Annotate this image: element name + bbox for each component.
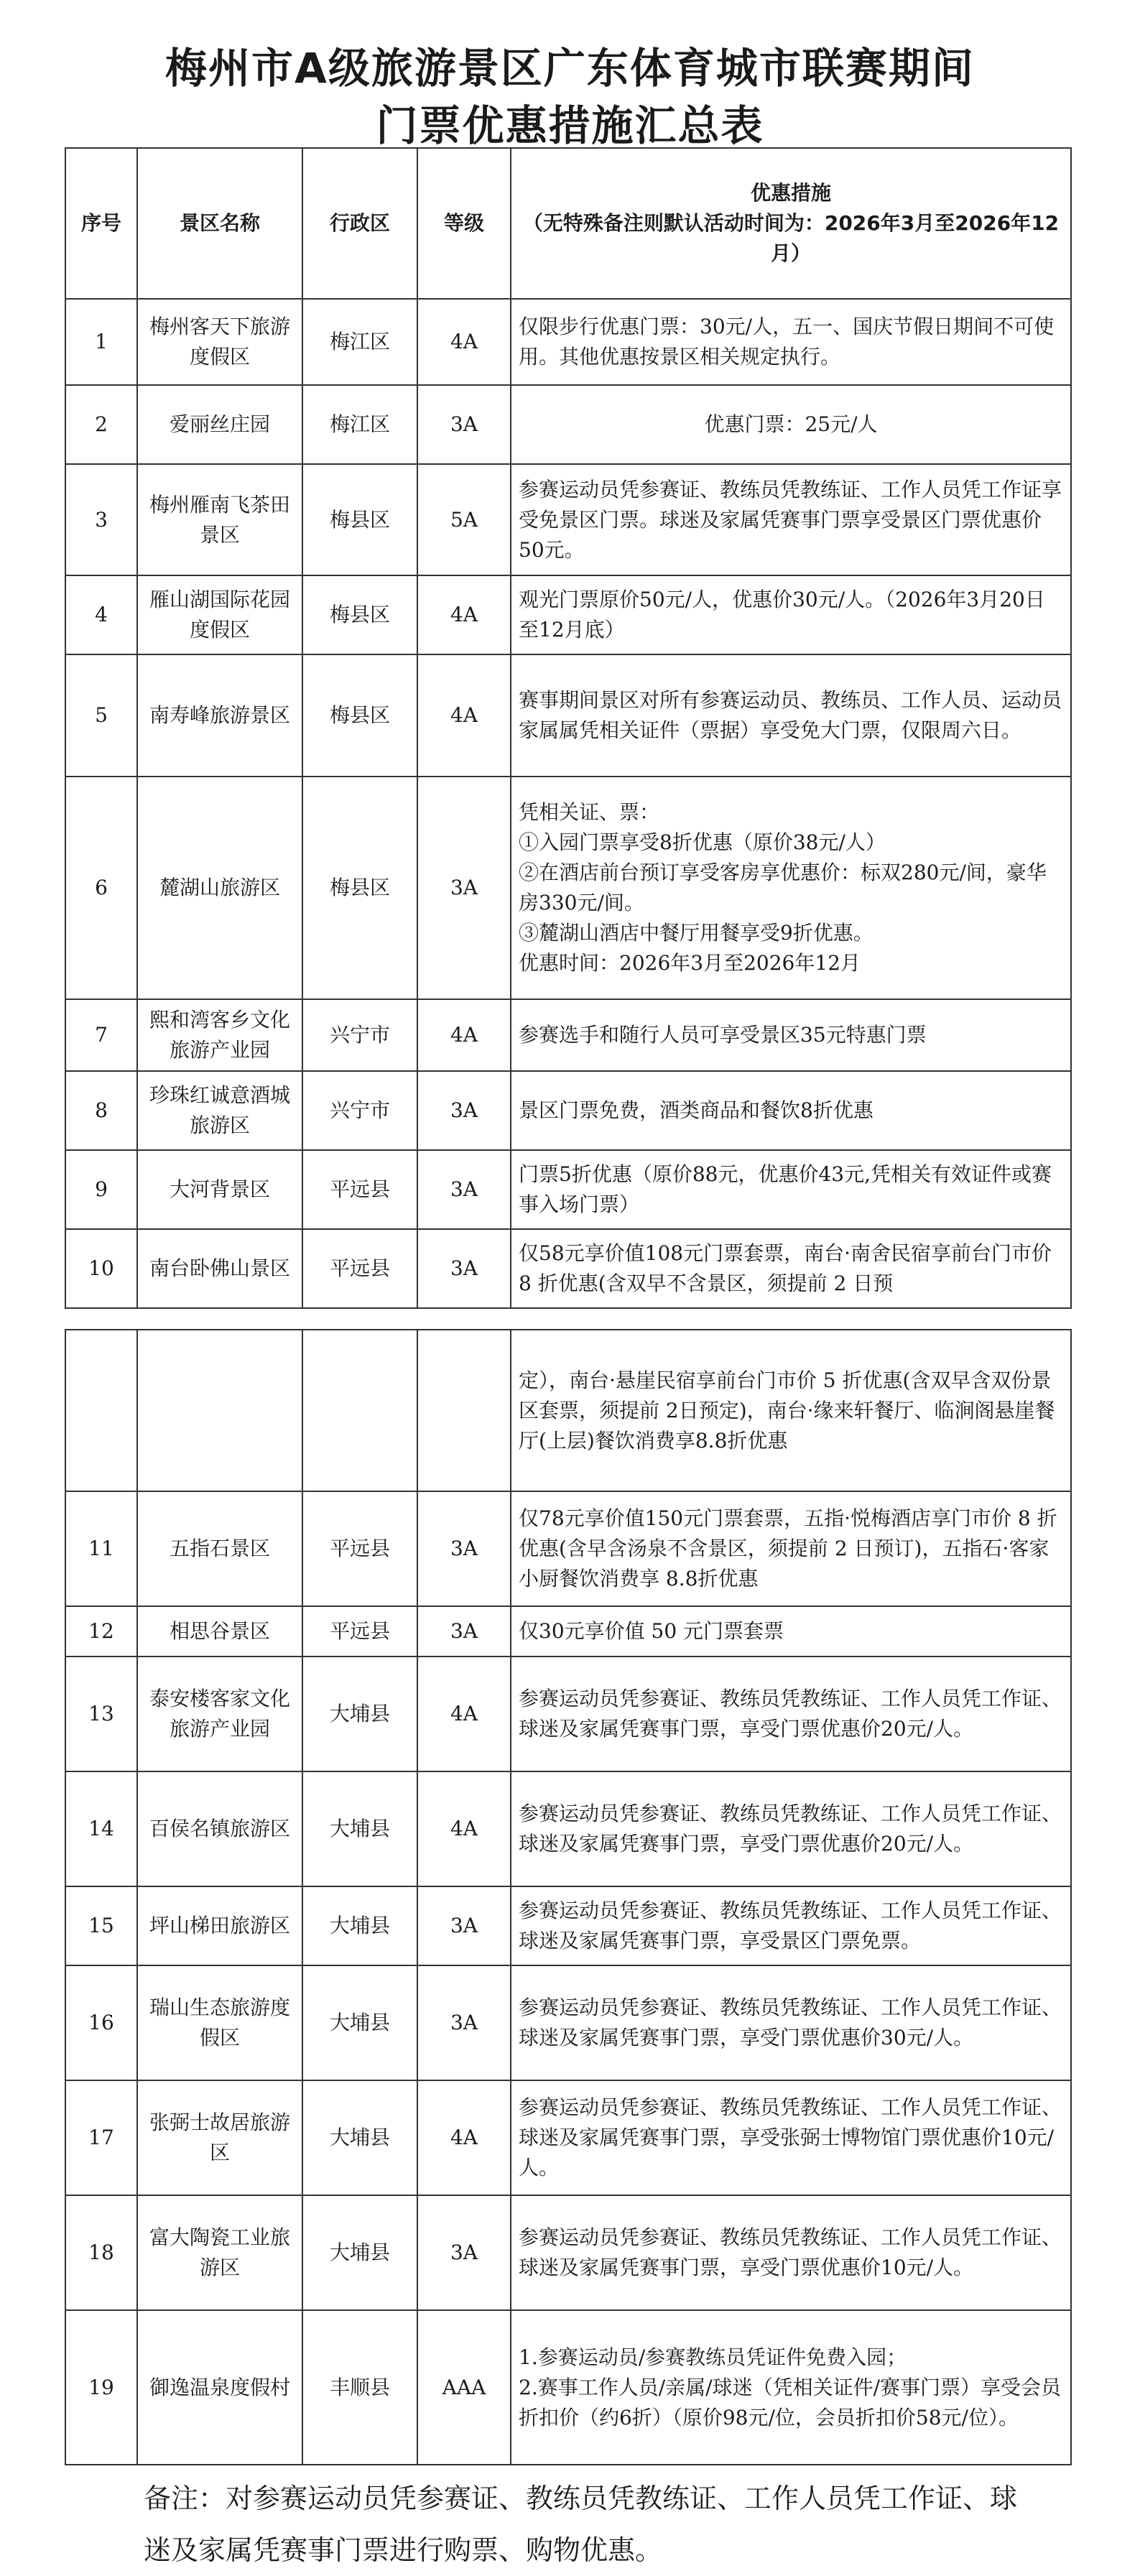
cell-measures: [511, 575, 1071, 654]
cell-no: 16: [65, 1965, 137, 2080]
cell-district: 大埔县: [302, 1886, 417, 1965]
cell-no: [65, 1330, 137, 1491]
table-row: [65, 1965, 1071, 2080]
cell-district: 大埔县: [302, 2080, 417, 2195]
cell-measures: [511, 777, 1071, 999]
cell-level: 3A: [417, 777, 511, 999]
cell-district: 平远县: [302, 1150, 417, 1229]
cell-level: 3A: [417, 1491, 511, 1606]
measure-line: 赛事期间景区对所有参赛运动员、教练员、工作人员、运动员家属属凭相关证件（票据）享受免大门票，仅限周六日。: [519, 688, 1062, 742]
cell-level: AAA: [417, 2310, 511, 2465]
cell-no: 10: [65, 1229, 137, 1308]
cell-level: 3A: [417, 385, 511, 464]
measure-line: 优惠门票：25元/人: [704, 412, 878, 436]
cell-measures: [511, 1491, 1071, 1606]
header-measures: [511, 148, 1071, 299]
cell-district: 兴宁市: [302, 999, 417, 1071]
cell-measures: [511, 1229, 1071, 1308]
measure-line: 参赛运动员凭参赛证、教练员凭教练证、工作人员凭工作证享受免景区门票。球迷及家属凭赛事门票享受景区门票优惠价50元。: [519, 477, 1062, 562]
table-row: [65, 385, 1071, 464]
cell-name: 泰安楼客家文化旅游产业园: [137, 1657, 302, 1771]
cell-no: 14: [65, 1771, 137, 1886]
cell-level: 4A: [417, 999, 511, 1071]
measure-line: 参赛运动员凭参赛证、教练员凭教练证、工作人员凭工作证、球迷及家属凭赛事门票，享受门票优惠价10元/人。: [519, 2225, 1062, 2279]
cell-level: 4A: [417, 1771, 511, 1886]
cell-level: 4A: [417, 299, 511, 385]
cell-name: 珍珠红诚意酒城旅游区: [137, 1071, 302, 1150]
measure-line: 优惠时间：2026年3月至2026年12月: [519, 951, 861, 975]
measure-line: ③麓湖山酒店中餐厅用餐享受9折优惠。: [519, 921, 873, 945]
measure-line: 仅58元享价值108元门票套票，南台·南舍民宿享前台门市价 8 折优惠(含双早不含景区，须提前 2 日预: [519, 1241, 1052, 1295]
cell-name: 张弼士故居旅游区: [137, 2080, 302, 2195]
cell-measures: [511, 1071, 1071, 1150]
table-row: [65, 2080, 1071, 2195]
cell-no: 18: [65, 2195, 137, 2310]
cell-name: 大河背景区: [137, 1150, 302, 1229]
cell-level: 3A: [417, 1229, 511, 1308]
measure-line: 参赛运动员凭参赛证、教练员凭教练证、工作人员凭工作证、球迷及家属凭赛事门票，享受门票优惠价20元/人。: [519, 1802, 1062, 1855]
table-body-part1: [65, 299, 1071, 1308]
cell-district: 梅县区: [302, 654, 417, 777]
cell-district: 梅县区: [302, 464, 417, 575]
measure-line: ②在酒店前台预订享受客房享优惠价：标双280元/间，豪华房330元/间。: [519, 861, 1047, 914]
cell-name: 南寿峰旅游景区: [137, 654, 302, 777]
cell-district: 梅江区: [302, 385, 417, 464]
table-row: [65, 299, 1071, 385]
table-row: [65, 2310, 1071, 2465]
cell-name: [137, 1330, 302, 1491]
cell-no: 9: [65, 1150, 137, 1229]
header-measures-title: 优惠措施: [750, 181, 831, 205]
measure-line: 仅限步行优惠门票：30元/人，五一、国庆节假日期间不可使用。其他优惠按景区相关规定执行。: [519, 315, 1055, 369]
footnote: 备注：对参赛运动员凭参赛证、教练员凭教练证、工作人员凭工作证、球迷及家属凭赛事门票进行购票、购物优惠。: [144, 2483, 1018, 2566]
cell-no: 12: [65, 1606, 137, 1657]
table-row: [65, 1150, 1071, 1229]
table-row: [65, 1886, 1071, 1965]
table-row: [65, 777, 1071, 999]
table-row: [65, 1071, 1071, 1150]
cell-measures: [511, 299, 1071, 385]
cell-measures: [511, 1965, 1071, 2080]
cell-measures: [511, 2080, 1071, 2195]
measure-line: 参赛运动员凭参赛证、教练员凭教练证、工作人员凭工作证、球迷及家属凭赛事门票，享受景区门票免票。: [519, 1899, 1062, 1952]
page-title-line1: 梅州市A级旅游景区广东体育城市联赛期间: [165, 44, 975, 93]
cell-measures: [511, 385, 1071, 464]
discount-table-part1: [65, 147, 1072, 1309]
measure-line: 1.参赛运动员/参赛教练员凭证件免费入园；: [519, 2345, 907, 2369]
cell-no: 3: [65, 464, 137, 575]
cell-measures: [511, 2195, 1071, 2310]
cell-district: 大埔县: [302, 2195, 417, 2310]
cell-name: 南台卧佛山景区: [137, 1229, 302, 1308]
header-measures-sub: （无特殊备注则默认活动时间为：2026年3月至2026年12月）: [522, 211, 1060, 265]
cell-no: 8: [65, 1071, 137, 1150]
cell-district: 兴宁市: [302, 1071, 417, 1150]
cell-name: 梅州客天下旅游度假区: [137, 299, 302, 385]
cell-no: 4: [65, 575, 137, 654]
cell-measures: [511, 1606, 1071, 1657]
cell-district: [302, 1330, 417, 1491]
table-row: [65, 464, 1071, 575]
cell-level: 4A: [417, 2080, 511, 2195]
measure-line: 仅30元享价值 50 元门票套票: [519, 1619, 784, 1643]
cell-name: 雁山湖国际花园度假区: [137, 575, 302, 654]
cell-district: 大埔县: [302, 1657, 417, 1771]
table-row: [65, 1657, 1071, 1771]
cell-name: 五指石景区: [137, 1491, 302, 1606]
cell-no: 1: [65, 299, 137, 385]
header-no: 序号: [65, 148, 137, 299]
measure-line: ①入园门票享受8折优惠（原价38元/人）: [519, 830, 886, 854]
table-row: [65, 2195, 1071, 2310]
measure-line: 仅78元享价值150元门票套票，五指·悦梅酒店享门市价 8 折优惠(含早含汤泉不含景区，须提前 2 日预订)，五指石·客家小厨餐饮消费享 8.8折优惠: [519, 1506, 1057, 1590]
cell-measures: [511, 1657, 1071, 1771]
measure-line: 参赛运动员凭参赛证、教练员凭教练证、工作人员凭工作证、球迷及家属凭赛事门票，享受门票优惠价30元/人。: [519, 1996, 1062, 2049]
table-row: [65, 575, 1071, 654]
cell-district: 梅县区: [302, 575, 417, 654]
cell-no: 15: [65, 1886, 137, 1965]
measure-line: 参赛运动员凭参赛证、教练员凭教练证、工作人员凭工作证、球迷及家属凭赛事门票，享受门票优惠价20元/人。: [519, 1687, 1062, 1741]
cell-measures: [511, 464, 1071, 575]
cell-measures: [511, 999, 1071, 1071]
header-district: 行政区: [302, 148, 417, 299]
cell-no: 19: [65, 2310, 137, 2465]
cell-no: 17: [65, 2080, 137, 2195]
cell-level: 3A: [417, 2195, 511, 2310]
measure-line: 凭相关证、票：: [519, 800, 660, 824]
cell-measures: [511, 2310, 1071, 2465]
cell-measures: [511, 1330, 1071, 1491]
cell-no: 5: [65, 654, 137, 777]
cell-level: 3A: [417, 1150, 511, 1229]
cell-district: 大埔县: [302, 1965, 417, 2080]
cell-level: 3A: [417, 1886, 511, 1965]
cell-name: 富大陶瓷工业旅游区: [137, 2195, 302, 2310]
cell-name: 麓湖山旅游区: [137, 777, 302, 999]
cell-measures: [511, 654, 1071, 777]
measure-line: 2.赛事工作人员/亲属/球迷（凭相关证件/赛事门票）享受会员折扣价（约6折）（原价98元/位，会员折扣价58元/位）。: [519, 2375, 1062, 2429]
cell-measures: [511, 1886, 1071, 1965]
measure-line: 参赛选手和随行人员可享受景区35元特惠门票: [519, 1023, 927, 1047]
measure-line: 参赛运动员凭参赛证、教练员凭教练证、工作人员凭工作证、球迷及家属凭赛事门票，享受张弼士博物馆门票优惠价10元/人。: [519, 2095, 1062, 2179]
cell-district: 丰顺县: [302, 2310, 417, 2465]
cell-measures: [511, 1150, 1071, 1229]
table-header-row: [65, 148, 1071, 299]
cell-no: 7: [65, 999, 137, 1071]
cell-level: 5A: [417, 464, 511, 575]
measure-line: 景区门票免费，酒类商品和餐饮8折优惠: [519, 1098, 873, 1122]
page-title-line2: 门票优惠措施汇总表: [376, 101, 764, 150]
table-row: [65, 1330, 1071, 1491]
cell-name: 梅州雁南飞茶田景区: [137, 464, 302, 575]
cell-level: 4A: [417, 654, 511, 777]
table-row: [65, 654, 1071, 777]
table-row: [65, 1606, 1071, 1657]
cell-no: 13: [65, 1657, 137, 1771]
cell-district: 梅江区: [302, 299, 417, 385]
header-name: 景区名称: [137, 148, 302, 299]
cell-district: 平远县: [302, 1491, 417, 1606]
measure-line: 门票5折优惠（原价88元，优惠价43元,凭相关有效证件或赛事入场门票）: [519, 1162, 1052, 1216]
measure-line: 观光门票原价50元/人，优惠价30元/人。（2026年3月20日至12月底）: [519, 588, 1045, 641]
cell-measures: [511, 1771, 1071, 1886]
cell-level: 4A: [417, 1657, 511, 1771]
cell-name: 坪山梯田旅游区: [137, 1886, 302, 1965]
cell-name: 百侯名镇旅游区: [137, 1771, 302, 1886]
header-level: 等级: [417, 148, 511, 299]
cell-district: 梅县区: [302, 777, 417, 999]
cell-no: 11: [65, 1491, 137, 1606]
table-row: [65, 999, 1071, 1071]
measure-line: 定），南台·悬崖民宿享前台门市价 5 折优惠(含双早含双份景区套票，须提前 2日预定)，南台·缘来轩餐厅、临涧阁悬崖餐厅(上层)餐饮消费享8.8折优惠: [519, 1368, 1055, 1453]
cell-district: 大埔县: [302, 1771, 417, 1886]
cell-no: 6: [65, 777, 137, 999]
cell-name: 爱丽丝庄园: [137, 385, 302, 464]
cell-level: 3A: [417, 1071, 511, 1150]
cell-level: 3A: [417, 1965, 511, 2080]
cell-name: 熙和湾客乡文化旅游产业园: [137, 999, 302, 1071]
cell-district: 平远县: [302, 1229, 417, 1308]
table-body-part2: [65, 1330, 1071, 2465]
table-row: [65, 1229, 1071, 1308]
cell-name: 瑞山生态旅游度假区: [137, 1965, 302, 2080]
cell-level: 3A: [417, 1606, 511, 1657]
table-row: [65, 1771, 1071, 1886]
table-row: [65, 1491, 1071, 1606]
cell-level: [417, 1330, 511, 1491]
cell-name: 御逸温泉度假村: [137, 2310, 302, 2465]
cell-name: 相思谷景区: [137, 1606, 302, 1657]
discount-table-part2: [65, 1329, 1072, 2465]
cell-district: 平远县: [302, 1606, 417, 1657]
cell-level: 4A: [417, 575, 511, 654]
cell-no: 2: [65, 385, 137, 464]
